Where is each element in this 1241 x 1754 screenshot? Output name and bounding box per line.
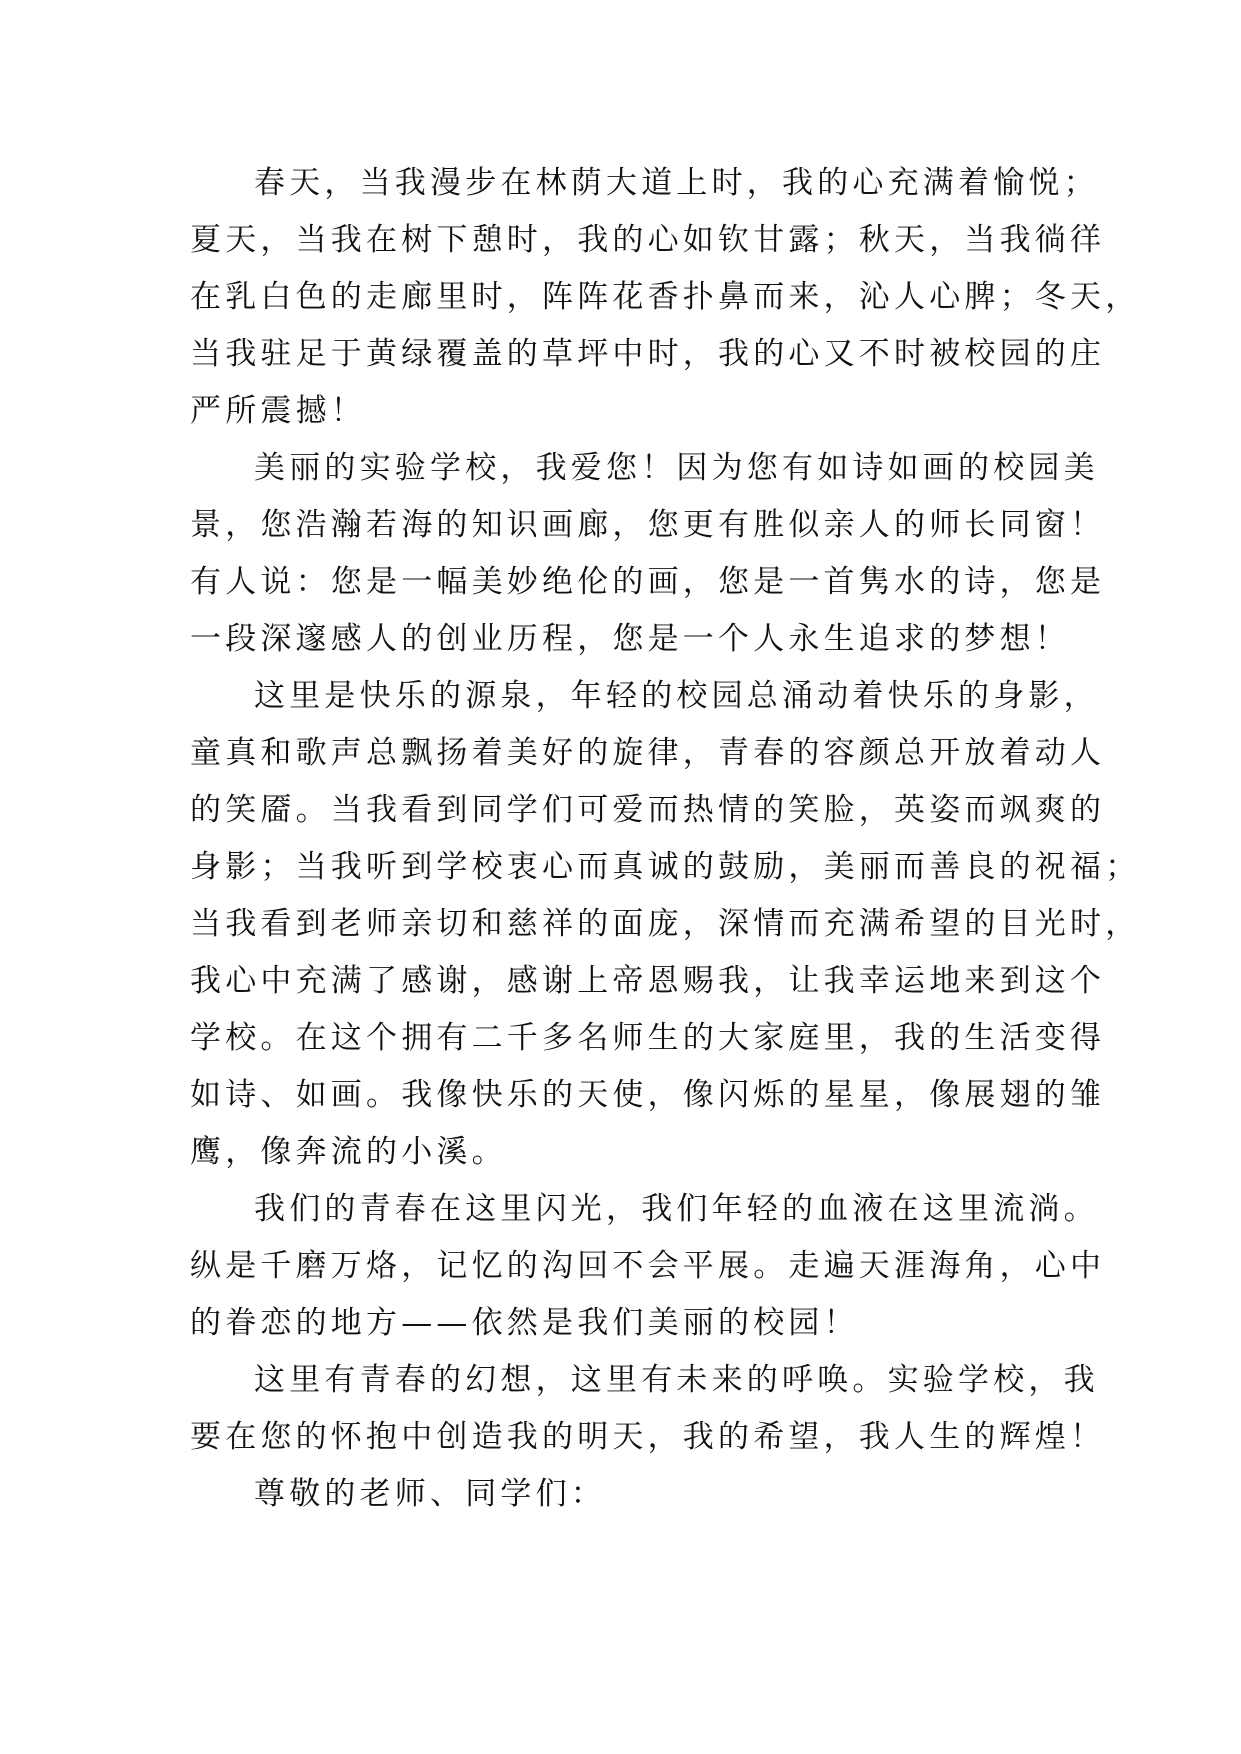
paragraph-line: 在乳白色的走廊里时，阵阵花香扑鼻而来，沁人心脾；冬天， [190, 279, 1141, 315]
paragraph-line: 尊敬的老师、同学们： [254, 1476, 606, 1512]
paragraph-line: 学校。在这个拥有二千多名师生的大家庭里，我的生活变得 [190, 1020, 1106, 1056]
paragraph-line: 纵是千磨万烙，记忆的沟回不会平展。走遍天涯海角，心中 [190, 1248, 1106, 1284]
paragraph-line: 我心中充满了感谢，感谢上帝恩赐我，让我幸运地来到这个 [190, 963, 1106, 999]
paragraph-line: 鹰，像奔流的小溪。 [190, 1134, 507, 1170]
paragraph-line: 的眷恋的地方——依然是我们美丽的校园！ [190, 1305, 859, 1341]
paragraph-line: 身影；当我听到学校衷心而真诚的鼓励，美丽而善良的祝福； [190, 849, 1141, 885]
paragraph-line: 夏天，当我在树下憩时，我的心如钦甘露；秋天，当我徜徉 [190, 222, 1106, 258]
paragraph-line: 当我看到老师亲切和慈祥的面庞，深情而充满希望的目光时， [190, 906, 1141, 942]
paragraph-line: 严所震撼！ [190, 393, 366, 429]
document-body [190, 155, 1141, 1523]
paragraph-line: 景，您浩瀚若海的知识画廊，您更有胜似亲人的师长同窗！ [190, 507, 1106, 543]
paragraph-line: 美丽的实验学校，我爱您！因为您有如诗如画的校园美 [254, 450, 1099, 486]
paragraph-line: 的笑靥。当我看到同学们可爱而热情的笑脸，英姿而飒爽的 [190, 792, 1106, 828]
paragraph-line: 有人说：您是一幅美妙绝伦的画，您是一首隽水的诗，您是 [190, 564, 1106, 600]
paragraph-line: 这里有青春的幻想，这里有未来的呼唤。实验学校，我 [254, 1362, 1099, 1398]
paragraph-line: 童真和歌声总飘扬着美好的旋律，青春的容颜总开放着动人 [190, 735, 1106, 771]
paragraph-line: 我们的青春在这里闪光，我们年轻的血液在这里流淌。 [254, 1191, 1099, 1227]
paragraph-line: 这里是快乐的源泉，年轻的校园总涌动着快乐的身影， [254, 678, 1099, 714]
paragraph-line: 要在您的怀抱中创造我的明天，我的希望，我人生的辉煌！ [190, 1419, 1106, 1455]
paragraph-line: 如诗、如画。我像快乐的天使，像闪烁的星星，像展翅的雏 [190, 1077, 1106, 1113]
paragraph-line: 春天，当我漫步在林荫大道上时，我的心充满着愉悦； [254, 165, 1099, 201]
paragraph-line: 当我驻足于黄绿覆盖的草坪中时，我的心又不时被校园的庄 [190, 336, 1106, 372]
paragraph-line: 一段深邃感人的创业历程，您是一个人永生追求的梦想！ [190, 621, 1070, 657]
